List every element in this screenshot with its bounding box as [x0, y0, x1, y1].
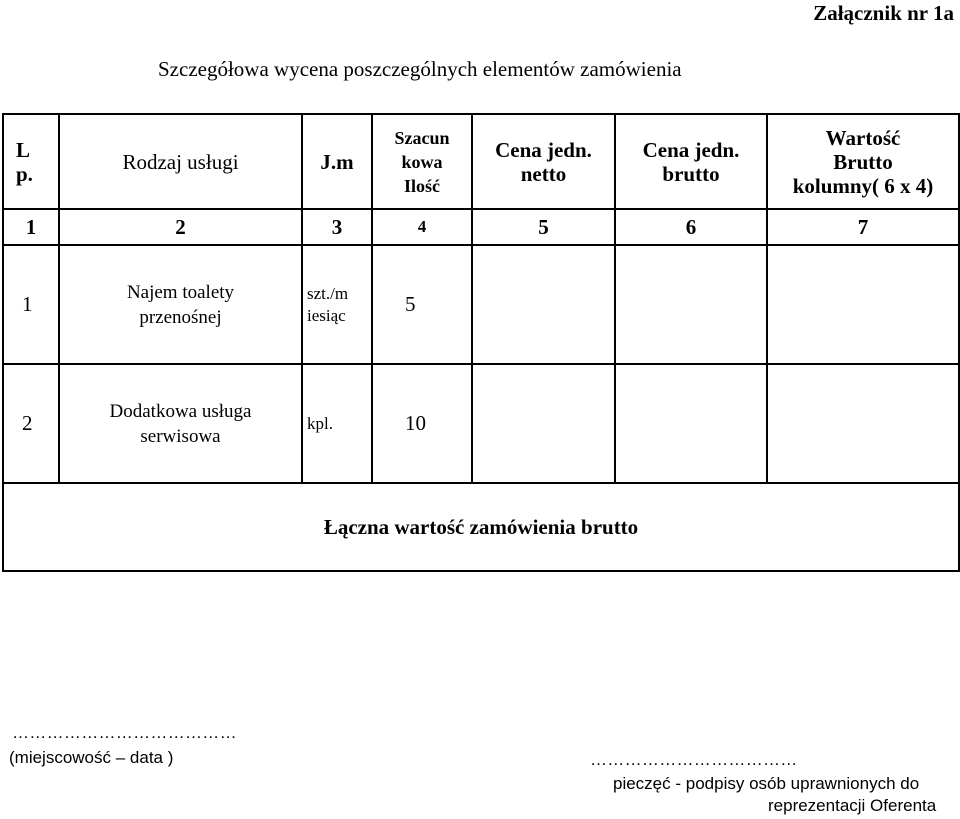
signature-caption-line1: pieczęć - podpisy osób uprawnionych do: [613, 774, 920, 793]
col-header-lp: [3, 114, 59, 209]
col-header-net-line1: Cena jedn.: [495, 137, 592, 162]
service-name: [59, 364, 302, 483]
col-header-lp-line2: p.: [16, 161, 33, 186]
net-price-cell[interactable]: [472, 245, 615, 364]
col-header-lp-line1: L: [16, 137, 31, 162]
pricing-table: [2, 113, 960, 572]
gross-price-cell[interactable]: [615, 245, 767, 364]
col-header-value-line3: kolumny( 6 x 4): [792, 173, 934, 198]
quantity-cell: 5: [372, 245, 472, 364]
col-header-net-price: [472, 114, 615, 209]
row-number: 1: [3, 245, 59, 364]
col-header-quantity: [372, 114, 472, 209]
total-row: [3, 483, 959, 571]
net-price-cell[interactable]: [472, 364, 615, 483]
service-name-line: Dodatkowa usługa: [109, 400, 252, 422]
gross-value-cell[interactable]: [767, 245, 959, 364]
service-name-line: Najem toalety: [126, 281, 235, 303]
service-name: [59, 245, 302, 364]
quantity-cell: 10: [372, 364, 472, 483]
col-header-net-line2: netto: [520, 161, 567, 186]
col-header-gross-line1: Cena jedn.: [642, 137, 740, 162]
table-row: [3, 245, 959, 364]
column-number: 2: [59, 209, 302, 245]
col-header-service: Rodzaj usługi: [59, 114, 302, 209]
unit-cell: [302, 245, 372, 364]
column-number: 7: [767, 209, 959, 245]
col-header-quantity-line3: Ilość: [404, 175, 440, 196]
col-header-value-line1: Wartość: [825, 125, 901, 150]
service-name-line: serwisowa: [140, 425, 221, 447]
column-number: 1: [3, 209, 59, 245]
table-row: [3, 364, 959, 483]
col-header-quantity-line1: Szacun: [394, 127, 450, 148]
col-header-gross-value: [767, 114, 959, 209]
unit-line: iesiąc: [307, 305, 346, 325]
column-number-row: [3, 209, 959, 245]
signature-caption-line2: reprezentacji Oferenta: [768, 796, 937, 815]
column-number: 5: [472, 209, 615, 245]
total-label: Łączna wartość zamówienia brutto: [3, 483, 959, 571]
attachment-label: Załącznik nr 1a: [813, 1, 954, 25]
gross-price-cell[interactable]: [615, 364, 767, 483]
row-number: 2: [3, 364, 59, 483]
col-header-gross-price: [615, 114, 767, 209]
document-title: Szczegółowa wycena poszczególnych elementów zamówienia: [158, 57, 682, 81]
col-header-value-line2: Brutto: [833, 149, 893, 174]
col-header-quantity-line2: kowa: [401, 151, 443, 172]
place-date-dots: …………………………………: [12, 723, 237, 742]
column-number: 4: [372, 209, 472, 245]
unit-line: kpl.: [307, 413, 333, 433]
column-number: 6: [615, 209, 767, 245]
unit-line: szt./m: [307, 283, 349, 303]
col-header-gross-line2: brutto: [662, 161, 720, 186]
service-name-line: przenośnej: [139, 306, 222, 328]
signature-dots: ………………………………: [590, 750, 798, 769]
place-date-caption: (miejscowość – data ): [9, 748, 174, 767]
header-row: [3, 114, 959, 209]
gross-value-cell[interactable]: [767, 364, 959, 483]
column-number: 3: [302, 209, 372, 245]
unit-cell: [302, 364, 372, 483]
col-header-unit: J.m: [302, 114, 372, 209]
